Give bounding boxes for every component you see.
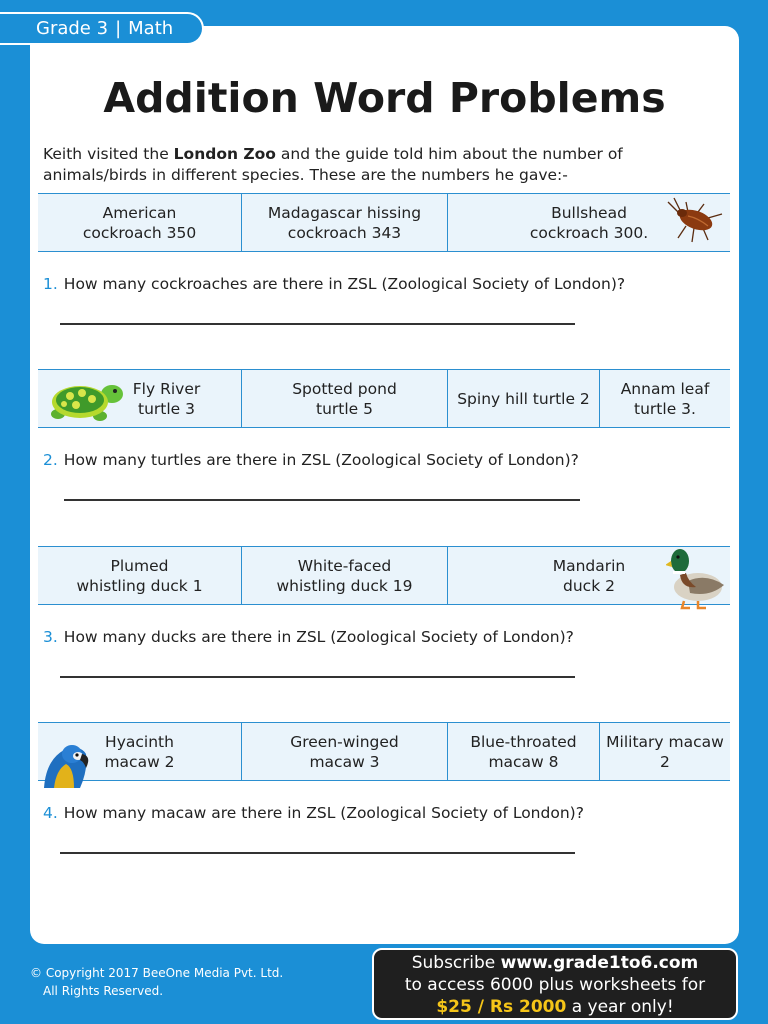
copyright-line: © Copyright 2017 BeeOne Media Pvt. Ltd. [30, 966, 284, 980]
table-cell [242, 723, 448, 780]
cell-text: Hyacinth macaw 2 [104, 732, 175, 771]
table-cell [600, 723, 730, 780]
question-text: How many turtles are there in ZSL (Zoological Society of London)? [63, 451, 579, 469]
subject-label: Math [128, 18, 174, 39]
question-4 [43, 804, 584, 822]
cell-text: Blue-throated macaw 8 [470, 732, 577, 771]
duck-table [38, 546, 730, 605]
question-text: How many macaw are there in ZSL (Zoological Society of London)? [63, 804, 584, 822]
grade-label: Grade 3 [36, 18, 109, 39]
question-number: 4. [43, 804, 58, 822]
promo-price: $25 / Rs 2000 [436, 997, 567, 1017]
macaw-icon [40, 740, 92, 788]
question-2 [43, 451, 579, 469]
turtle-table [38, 369, 730, 428]
cell-text: Annam leaf turtle 3. [620, 379, 710, 418]
table-cell [38, 547, 242, 604]
duck-icon [666, 545, 728, 611]
cell-text: Fly River turtle 3 [132, 379, 201, 418]
promo-line-2: to access 6000 plus worksheets for [404, 975, 706, 995]
table-cell [242, 194, 448, 251]
cell-text: Madagascar hissing cockroach 343 [267, 203, 422, 242]
answer-line-3[interactable] [60, 676, 575, 678]
promo-text: Subscribe [411, 953, 501, 973]
cell-text: White-faced whistling duck 19 [276, 556, 413, 595]
cell-text: Spotted pond turtle 5 [292, 379, 397, 418]
question-number: 2. [43, 451, 58, 469]
question-text: How many cockroaches are there in ZSL (Zoological Society of London)? [63, 275, 626, 293]
question-3 [43, 628, 574, 646]
tab-separator: | [115, 18, 122, 39]
table-cell [448, 370, 600, 427]
copyright-notice [30, 964, 283, 1000]
page-title: Addition Word Problems [103, 74, 666, 122]
question-number: 1. [43, 275, 58, 293]
cell-text: Plumed whistling duck 1 [76, 556, 203, 595]
promo-line-1 [374, 952, 736, 974]
macaw-table [38, 722, 730, 781]
cell-text: Mandarin duck 2 [552, 556, 626, 595]
question-1 [43, 275, 625, 293]
cockroach-icon [664, 196, 726, 246]
grade-subject-tab [0, 12, 204, 45]
cell-text: Bullshead cockroach 300. [529, 203, 649, 242]
intro-paragraph [43, 144, 723, 186]
subscribe-promo[interactable] [372, 948, 738, 1020]
intro-bold: London Zoo [173, 145, 276, 163]
cell-text: Spiny hill turtle 2 [457, 389, 590, 408]
question-number: 3. [43, 628, 58, 646]
answer-line-2[interactable] [64, 499, 580, 501]
table-cell [448, 723, 600, 780]
table-cell [242, 370, 448, 427]
answer-line-1[interactable] [60, 323, 575, 325]
table-cell [38, 194, 242, 251]
intro-text-2: and the guide told him about the number of animals/birds in different species. These are the numbers he gave:- [43, 145, 623, 184]
promo-text: a year only! [566, 997, 674, 1017]
answer-line-4[interactable] [60, 852, 575, 854]
cell-text: American cockroach 350 [82, 203, 197, 242]
promo-url-link[interactable]: www.grade1to6.com [500, 953, 699, 973]
promo-line-3 [374, 996, 736, 1018]
rights-line: All Rights Reserved. [43, 984, 164, 998]
table-cell [600, 370, 730, 427]
cell-text: Military macaw 2 [606, 732, 724, 771]
cockroach-table [38, 193, 730, 252]
table-cell [242, 547, 448, 604]
turtle-icon [44, 374, 126, 426]
cell-text: Green-winged macaw 3 [290, 732, 399, 771]
question-text: How many ducks are there in ZSL (Zoological Society of London)? [63, 628, 574, 646]
intro-text-1: Keith visited the [43, 145, 174, 163]
